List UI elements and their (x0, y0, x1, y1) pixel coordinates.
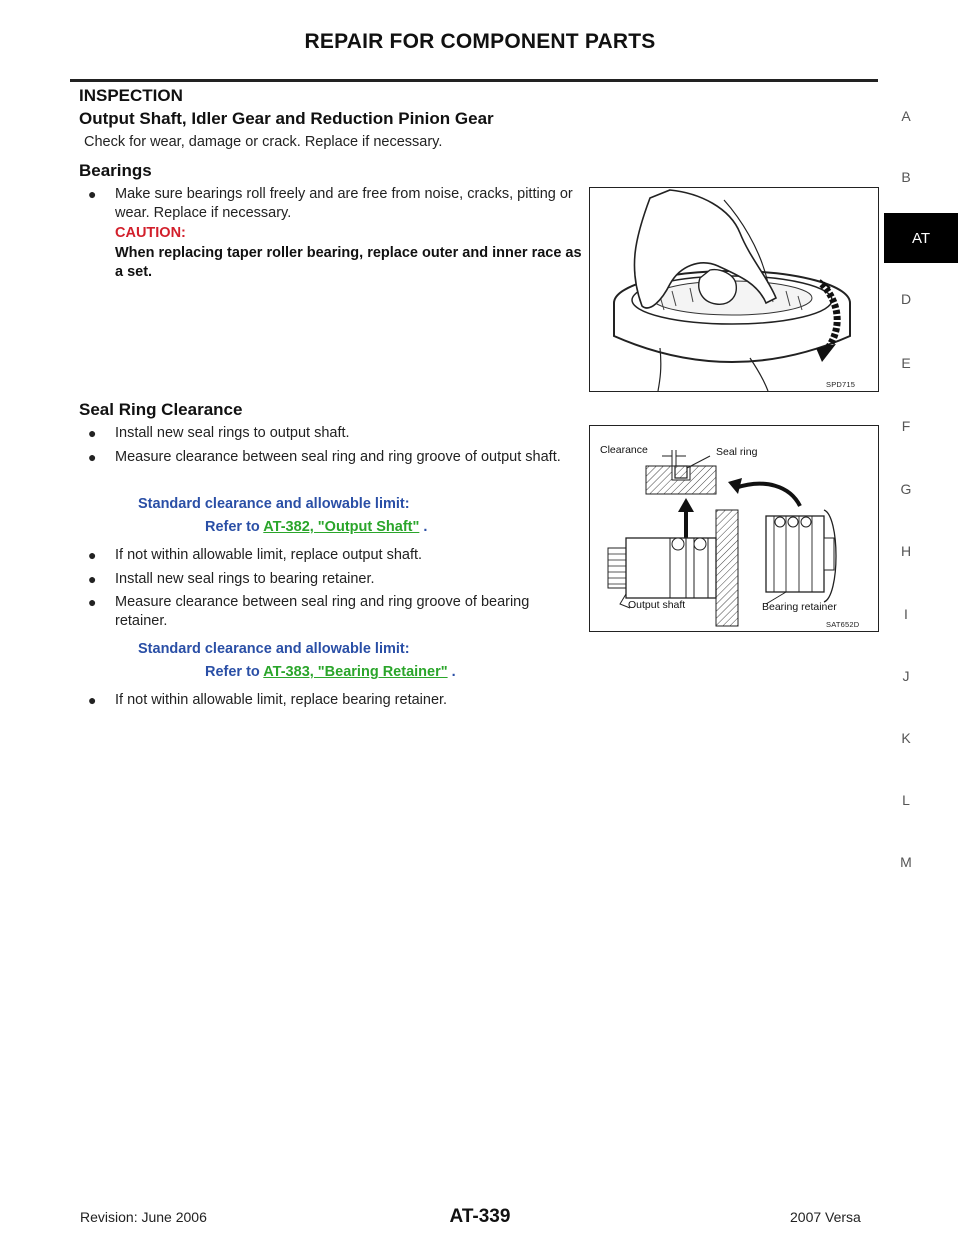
refer-prefix: Refer to (205, 664, 264, 680)
bullet-dot-icon: ● (88, 571, 97, 587)
seal-bullet-text: Measure clearance between seal ring and ring groove of output shaft. (115, 449, 561, 465)
bullet-dot-icon: ● (88, 692, 97, 708)
section-heading-seal-ring-clearance: Seal Ring Clearance (79, 400, 243, 419)
figure-label-seal-ring: Seal ring (716, 446, 758, 458)
footer-page-number: AT-339 (449, 1206, 511, 1227)
caution-text: When replacing taper roller bearing, replace outer and inner race as a set. (115, 245, 582, 280)
refer-link-output-shaft[interactable]: AT-382, "Output Shaft" (263, 519, 420, 535)
seal-bullet (88, 570, 581, 589)
seal-ring-figure (589, 425, 879, 632)
section-heading-output-shaft: Output Shaft, Idler Gear and Reduction Pinion Gear (79, 109, 494, 128)
seal-bullet-text: Measure clearance between seal ring and ring groove of bearing retainer. (115, 594, 530, 629)
seal-bullet (88, 424, 581, 443)
side-index-letter[interactable]: J (902, 668, 910, 684)
seal-bullet (88, 593, 581, 631)
bearings-bullet (88, 185, 581, 223)
side-index-letter[interactable]: L (902, 792, 910, 808)
seal-bullet (88, 691, 581, 710)
side-index-letter[interactable]: M (900, 854, 912, 870)
bullet-dot-icon: ● (88, 425, 97, 441)
side-index-letter[interactable]: A (901, 108, 911, 124)
side-index-letter[interactable]: D (900, 291, 912, 307)
figure-code: SPD715 (826, 380, 856, 389)
section-heading-inspection: INSPECTION (79, 86, 183, 105)
section-heading-bearings: Bearings (79, 161, 152, 180)
figure-label-bearing-retainer: Bearing retainer (762, 601, 837, 613)
caution-label: CAUTION: (115, 225, 186, 241)
standard-clearance-label: Standard clearance and allowable limit: (138, 641, 410, 657)
bullet-dot-icon: ● (88, 594, 97, 610)
bearing-figure (589, 187, 879, 392)
side-index-letter[interactable]: B (901, 169, 911, 185)
seal-bullet-text: If not within allowable limit, replace output shaft. (115, 547, 423, 563)
side-index-letter[interactable]: K (901, 730, 911, 746)
seal-bullet-text: Install new seal rings to bearing retainer. (115, 571, 375, 587)
refer-line (205, 664, 456, 680)
refer-line (205, 519, 427, 535)
bullet-dot-icon: ● (88, 547, 97, 563)
bullet-dot-icon: ● (88, 449, 97, 465)
figure-code: SAT652D (826, 620, 860, 629)
refer-prefix: Refer to (205, 519, 264, 535)
standard-clearance-label: Standard clearance and allowable limit: (138, 496, 410, 512)
side-index-active-tab[interactable]: AT (884, 213, 958, 263)
footer-model: 2007 Versa (790, 1209, 861, 1225)
seal-bullet-text: Install new seal rings to output shaft. (115, 425, 350, 441)
bearing-illustration (590, 188, 878, 391)
side-index-letter[interactable]: H (900, 543, 912, 559)
seal-bullet (88, 546, 581, 565)
figure-label-clearance: Clearance (600, 444, 648, 456)
header-rule (70, 79, 878, 82)
footer-revision: Revision: June 2006 (80, 1209, 207, 1225)
side-index-letter[interactable]: E (901, 355, 911, 371)
refer-suffix: . (419, 519, 428, 535)
side-index-letter[interactable]: G (900, 481, 912, 497)
bearings-bullet-text: Make sure bearings roll freely and are free from noise, cracks, pitting or wear. Replace if necessary. (115, 186, 573, 221)
refer-link-bearing-retainer[interactable]: AT-383, "Bearing Retainer" (263, 664, 448, 680)
seal-bullet (88, 448, 581, 467)
side-index-letter[interactable]: I (904, 606, 908, 622)
page-header-title: REPAIR FOR COMPONENT PARTS (304, 30, 656, 53)
refer-suffix: . (447, 664, 456, 680)
seal-bullet-text: If not within allowable limit, replace bearing retainer. (115, 692, 448, 708)
output-shaft-text: Check for wear, damage or crack. Replace if necessary. (84, 134, 443, 150)
side-index-letter[interactable]: F (901, 418, 911, 434)
bullet-dot-icon: ● (88, 186, 97, 202)
figure-label-output-shaft: Output shaft (628, 599, 686, 611)
